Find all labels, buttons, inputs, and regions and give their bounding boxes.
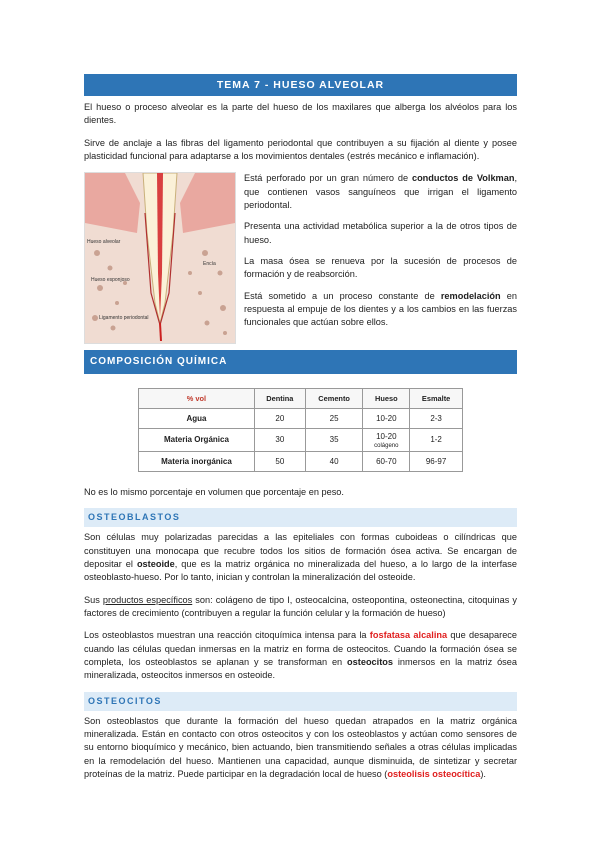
table-header: Cemento bbox=[305, 389, 363, 409]
table-cell: 35 bbox=[305, 429, 363, 452]
volkman-paragraph bbox=[244, 172, 517, 212]
section-osteoblastos-heading: OSTEOBLASTOS bbox=[84, 508, 517, 527]
composition-table bbox=[138, 388, 463, 472]
figure-label-ligamento: Ligamento periodontal bbox=[99, 315, 149, 322]
renewal-paragraph: La masa ósea se renueva por la sucesión de procesos de formación y de reabsorción. bbox=[244, 256, 517, 280]
remodel-paragraph bbox=[244, 290, 517, 330]
page bbox=[84, 74, 517, 790]
table-row bbox=[139, 409, 463, 429]
osteocitos-term: osteocitos bbox=[347, 657, 393, 668]
table-header: Hueso bbox=[363, 389, 410, 409]
osteoblastos-text: Son células muy polarizadas parecidas a las epiteliales con formas cuboideas o cilíndricas que constituyen una monocapa que recubre todos los sitios de formación ósea activa. Se encargan de depositar el bbox=[84, 532, 517, 569]
osteolisis-term: osteolisis osteocítica bbox=[387, 769, 481, 780]
table-header: Esmalte bbox=[410, 389, 463, 409]
table-cell: 50 bbox=[254, 451, 305, 471]
osteoide-term: osteoide bbox=[136, 559, 175, 569]
fosfatasa-text: que desaparece cuando las células quedan inmersas en la matriz en forma de osteocitos. Cuando la formación ósea se completa, los osteoblastos se aplanan y se transforman en bbox=[84, 630, 518, 668]
productos-text: Sus bbox=[84, 594, 103, 605]
table-header: Dentina bbox=[254, 389, 305, 409]
tooth-section-illustration bbox=[84, 172, 236, 344]
table-cell: Materia Orgánica bbox=[139, 429, 255, 452]
figure-description bbox=[244, 172, 517, 344]
table-cell: 60-70 bbox=[363, 451, 410, 471]
table-cell: 30 bbox=[254, 429, 305, 452]
section-composicion-heading: COMPOSICIÓN QUÍMICA bbox=[84, 350, 517, 374]
figure-label-hueso-esponjoso: Hueso esponjoso bbox=[91, 277, 130, 284]
table-cell: 1-2 bbox=[410, 429, 463, 452]
composition-note: No es lo mismo porcentaje en volumen que porcentaje en peso. bbox=[84, 486, 344, 497]
intro-paragraph-1: El hueso o proceso alveolar es la parte del hueso de los maxilares que alberga los alvéolos para los dientes. bbox=[84, 102, 517, 126]
table-cell-value: 10-20 bbox=[376, 432, 397, 442]
table-cell: 2-3 bbox=[410, 409, 463, 429]
remodel-text-2: en respuesta al empuje de los dientes y a los cambios en las fuerzas funcionales que actúan sobre ellos. bbox=[244, 290, 517, 328]
intro-paragraph-2: Sirve de anclaje a las fibras del ligamento periodontal que contribuyen a su fijación al diente y posee plasticidad funcional para adaptarse a los movimientos dentales (estrés mecánico e inflamación). bbox=[84, 137, 517, 162]
osteoblastos-text: , que es la matriz orgánica no mineralizada del hueso, a lo largo de la interfase osteoblasto-hueso. Por lo tanto, inician y controlan la mineralización del osteoide. bbox=[84, 559, 517, 583]
volkman-text-1: Está perforado por un gran número de bbox=[244, 173, 412, 184]
productos-term: productos específicos bbox=[102, 594, 193, 605]
fosfatasa-text: inmersos en la matriz ósea mineralizada, osteocitos inmersos en osteoide. bbox=[84, 657, 517, 681]
table-header: % vol bbox=[139, 389, 255, 409]
figure-label-hueso-alveolar: Hueso alveolar bbox=[87, 239, 121, 246]
remodel-text-1: Está sometido a un proceso constante de bbox=[244, 290, 441, 301]
osteocitos-text: Son osteoblastos que durante la formación del hueso quedan atrapados en la matriz orgánica mineralizada. Están en contacto con otros osteocitos y con los osteoblastos y actúan como sensores de su entorno bioquímico y mecánico, bien actuando, bien transmitiendo señales a otras células implicadas en la remodelación del hueso. Mantienen una capacidad, aunque disminuida, de sintetizar y secretar proteínas de la matriz. Puede participar en la degradación local de hueso ( bbox=[84, 715, 517, 780]
table-cell: Agua bbox=[139, 409, 255, 429]
page-title: TEMA 7 - HUESO ALVEOLAR bbox=[84, 74, 517, 96]
section-osteocitos-heading: OSTEOCITOS bbox=[84, 692, 517, 711]
table-cell-hueso bbox=[363, 429, 410, 452]
osteoblastos-paragraph-3 bbox=[84, 629, 517, 682]
table-cell: 25 bbox=[305, 409, 363, 429]
fosfatasa-text: Los osteoblastos muestran una reacción citoquímica intensa para la bbox=[84, 630, 370, 641]
table-header-row bbox=[139, 389, 463, 409]
remodel-term: remodelación bbox=[440, 290, 501, 301]
table-row bbox=[139, 451, 463, 471]
figure-row bbox=[84, 172, 517, 344]
productos-text: son: colágeno de tipo I, osteocalcina, osteopontina, osteonectina, citoquinas y factores de crecimiento (contribuyen a regular la función celular y la formación de hueso) bbox=[84, 594, 517, 619]
volkman-text-2: , que contienen vasos sanguíneos que irrigan el ligamento periodontal. bbox=[244, 173, 518, 211]
fosfatasa-term: fosfatasa alcalina bbox=[369, 630, 448, 641]
volkman-term: conductos de Volkman bbox=[411, 173, 515, 184]
table-cell: 40 bbox=[305, 451, 363, 471]
table-cell: 20 bbox=[254, 409, 305, 429]
table-cell-note: colágeno bbox=[374, 442, 399, 449]
metabolic-paragraph: Presenta una actividad metabólica superior a la de otros tipos de hueso. bbox=[244, 221, 517, 245]
table-cell: Materia inorgánica bbox=[139, 451, 255, 471]
table-row bbox=[139, 429, 463, 452]
osteocitos-paragraph bbox=[84, 715, 517, 782]
table-cell: 96-97 bbox=[410, 451, 463, 471]
table-cell: 10-20 bbox=[363, 409, 410, 429]
osteoblastos-paragraph-1 bbox=[84, 531, 517, 584]
figure-label-encia: Encía bbox=[203, 261, 216, 268]
osteocitos-text: ). bbox=[480, 769, 486, 780]
osteoblastos-paragraph-2 bbox=[84, 594, 517, 621]
